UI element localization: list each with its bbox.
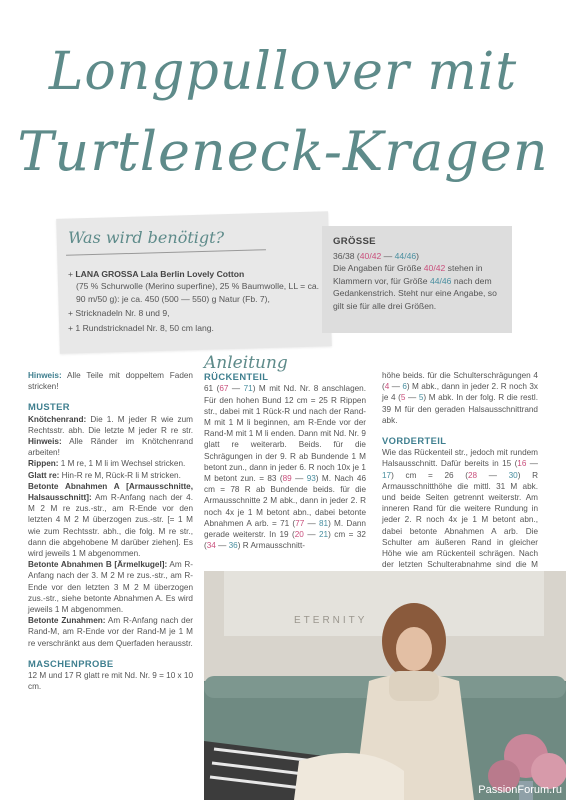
rueckenteil-paragraph: 61 (67 — 71) M mit Nd. Nr. 8 anschlagen. Für den hohen Bund 12 cm = 25 R Rippen str., dabei mit 1 Rück-R und nach der Rand-M mit 1 M li beginnen, am R-Ende vor der Rand-M mit 1 M li enden. Dann mit Nd. Nr. 9 glatt re weiterarb. Beids. für die Schrägungen in der 9. R ab Bundende 1 M betont zun., dann in jeder 6. R noch 10x je 1 M betont zun. = 83 (89 — 93) M. Nach 46 cm = 78 R ab Bundende beids. für die Armausschnitte 2 M abk., dann in jeder 2. R noch 4x je 1 M betont abn., dabei betonte Abnahmen A arb. = 71 (77 — 81) M. Dann gerade weiterstr. In 19 (20 — 21) cm = 32 (34 — 36) R Armausschnitt- [204,384,367,551]
maschenprobe-heading: MASCHENPROBE [28,657,114,669]
knoetchen-paragraph: Knötchenrand: Die 1. M jeder R wie zum Rechtsstr. abh. Die letzte M jeder R re str. Hinweis: Alle Ränder im Knötchenrand arbeiten! [28,414,193,458]
page-title-line-2: Turtleneck-Kragen [17,120,549,183]
size-heading: GRÖSSE [333,236,376,247]
zunahmen-paragraph: Betonte Zunahmen: Am R-Anfang nach der Rand-M, am R-Ende vor der Rand-M je 1 M re verschränkt aus dem Querfaden herausstr. [28,616,194,648]
size-values: 36/38 (40/42 — 44/46) [333,250,420,261]
hint-paragraph: Hinweis: Alle Teile mit doppeltem Faden stricken! [28,371,193,392]
yarn-label: LANA GROSSA Lala Berlin Lovely Cotton [75,269,245,279]
watermark: PassionForum.ru [478,784,562,796]
anleitung-heading: Anleitung [204,353,288,373]
vorderteil-paragraph: Wie das Rückenteil str., jedoch mit rundem Halsausschnitt. Dafür bereits in 15 (16 — 17) cm = 26 (28 — 30) R Armausschnitthöhe die mittl. 31 M abk. und beide Seiten getrennt weiterstr. Am inneren Rand für die weitere Rundung in jeder 2. R noch 4x je 1 M betont abn., dabei betonte Abnahmen A arb. Die Schulter am äußeren Rand in gleicher Höhe wie am Rückenteil schrägen. Nach der letzten Schulterabnahme sind die M [382,448,538,570]
vorderteil-heading: VORDERTEIL [382,435,447,447]
abnahmen-b-paragraph: Betonte Abnahmen B [Ärmelkugel]: Am R-Anfang nach der 3. M 2 M re zus.-str., am R-Ende vor den letzten 3 M 2 M überzogen zus.-str., siehe betonte Abnahmen A. Es wird jeweils 1 M abgenommen. [28,560,193,615]
materials-list [68,268,328,336]
size-box-content [333,236,505,312]
glatt-paragraph: Glatt re: Hin-R re M, Rück-R li M stricken. [28,470,181,480]
rueckenteil-heading: RÜCKENTEIL [204,371,269,383]
maschenprobe-paragraph: 12 M und 17 R glatt re mit Nd. Nr. 9 = 10 x 10 cm. [28,671,193,692]
materials-yarn: + LANA GROSSA Lala Berlin Lovely Cotton (75 % Schurwolle (Merino superfine), 25 % Baumwolle, LL = ca. 90 m/50 g): je ca. 450 (500 — 550) g Natur (Fb. 7), [68,268,328,305]
rippen-paragraph: Rippen: 1 M re, 1 M li im Wechsel stricken. [28,459,186,469]
page-title-line-1: Longpullover mit [48,42,518,102]
size-explanation: Die Angaben für Größe 40/42 stehen in Klammern vor, für Größe 44/46 nach dem Gedankenstrich. Steht nur eine Angabe, so gilt sie für alle drei Größen. [333,263,497,311]
materials-needles: + Stricknadeln Nr. 8 und 9, [68,308,170,319]
materials-title: Was wird benötigt? [68,228,225,247]
photo-illustration [204,571,566,800]
middle-column [204,353,367,551]
right-column [382,370,538,593]
yarn-detail: (75 % Schurwolle (Merino superfine), 25 % Baumwolle, LL = ca. 90 m/50 g): je ca. 450 (500 — 550) g Natur (Fb. 7), [76,281,320,304]
rueckenteil-continued: höhe beids. für die Schulterschrägungen 4 (4 — 6) M abk., dann in jeder 2. R noch 3x je 4 (5 — 5) M abk. In der folg. R die restl. 39 M für den geraden Halsausschnittrand abk. [382,371,538,425]
left-column [28,370,193,692]
materials-circular: + 1 Rundstricknadel Nr. 8, 50 cm lang. [68,322,214,333]
muster-heading: MUSTER [28,401,70,413]
wall-text: ETERNITY [294,615,368,626]
abnahmen-a-paragraph: Betonte Abnahmen A [Armausschnitte, Halsausschnitt]: Am R-Anfang nach der 4. M 2 M re zus.-str., am R-Ende vor den letzten 4 M 2 M überzogen zus.-str. [= 1 M wie zum Rechtsstr. abh., die folg. M re str., dann die abgehobene M darüber ziehen]. Es wird jeweils 1 M abgenommen. [28,481,193,559]
model-photo [204,571,566,800]
